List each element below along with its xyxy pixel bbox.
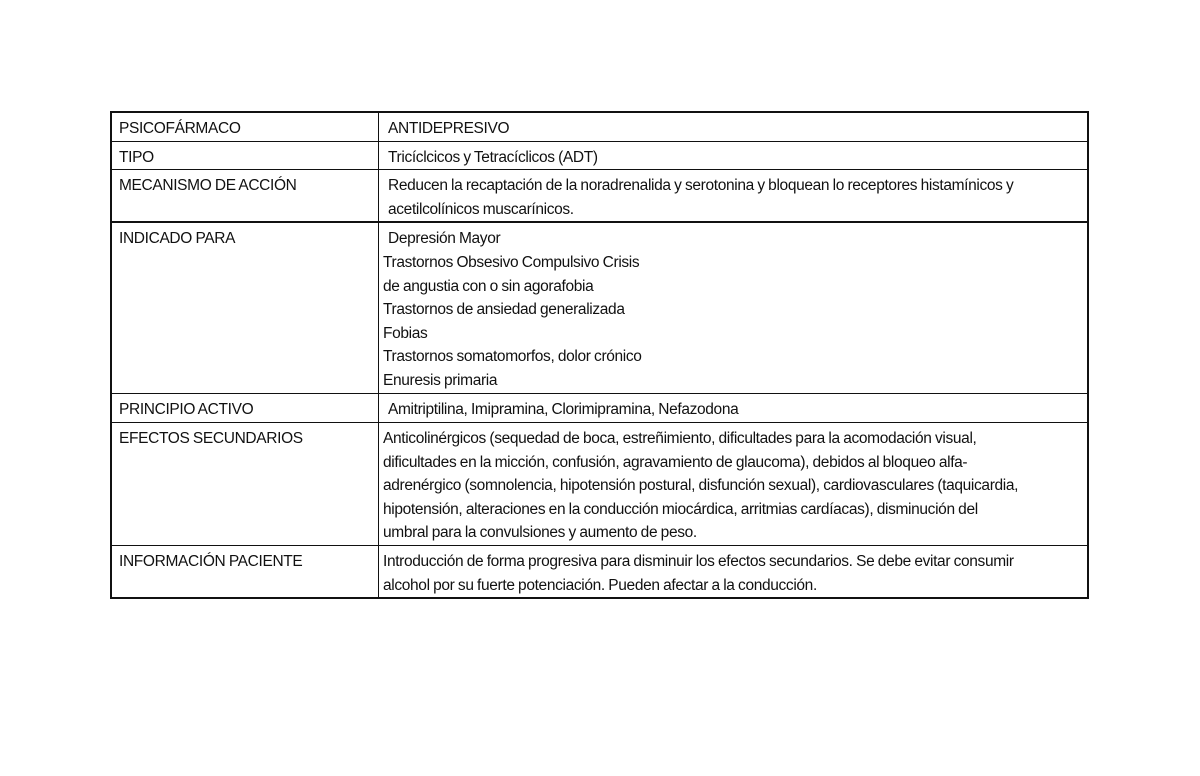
value-line: Tricíclcicos y Tetracíclicos (ADT) [388,148,598,166]
table-row-informacion [111,545,1088,598]
value-line: Depresión Mayor [388,230,501,248]
value-line: acetilcolínicos muscarínicos. [388,200,574,218]
table-row-efectos [111,422,1088,545]
value-line: Anticolinérgicos (sequedad de boca, estreñimiento, dificultades para la acomodación visual, [383,429,977,447]
value-line: Fobias [383,324,428,342]
table-body [111,112,1088,598]
row-label-efectos: EFECTOS SECUNDARIOS [111,422,379,545]
row-value-efectos [379,422,1089,545]
row-label-psicofarmaco: PSICOFÁRMACO [111,112,379,141]
row-value-informacion [379,545,1089,598]
table-row-tipo [111,141,1088,170]
value-line: dificultades en la micción, confusión, agravamiento de glaucoma), debidos al bloqueo alfa- [383,453,968,471]
row-value-indicado [379,222,1089,394]
row-label-indicado: INDICADO PARA [111,222,379,394]
row-label-principio: PRINCIPIO ACTIVO [111,394,379,423]
value-line: umbral para la convulsiones y aumento de peso. [383,524,697,542]
value-line: Enuresis primaria [383,371,498,389]
value-line: Reducen la recaptación de la noradrenalida y serotonina y bloquean lo receptores histamínicos y [388,177,1014,195]
psychopharmaceutical-table [110,111,1089,599]
row-value-psicofarmaco [379,112,1089,141]
row-value-principio [379,394,1089,423]
value-line: alcohol por su fuerte potenciación. Pueden afectar a la conducción. [383,576,817,594]
value-line: Amitriptilina, Imipramina, Clorimipramina, Nefazodona [388,401,739,419]
value-line: Introducción de forma progresiva para disminuir los efectos secundarios. Se debe evitar consumir [383,552,1014,570]
value-line: Trastornos de ansiedad generalizada [383,301,625,319]
table-row-principio [111,394,1088,423]
value-line: adrenérgico (somnolencia, hipotensión postural, disfunción sexual), cardiovasculares (taquicardia, [383,477,1019,495]
value-line: ANTIDEPRESIVO [388,120,510,137]
row-value-tipo [379,141,1089,170]
value-line: Trastornos somatomorfos, dolor crónico [383,348,642,366]
value-line: Trastornos Obsesivo Compulsivo Crisis [383,253,640,271]
row-label-tipo: TIPO [111,141,379,170]
row-label-mecanismo: MECANISMO DE ACCIÓN [111,170,379,223]
table-row-mecanismo [111,170,1088,223]
table-row-indicado [111,222,1088,394]
table-row-psicofarmaco [111,112,1088,141]
row-value-mecanismo [379,170,1089,223]
row-label-informacion: INFORMACIÓN PACIENTE [111,545,379,598]
value-line: de angustia con o sin agorafobia [383,277,594,295]
value-line: hipotensión, alteraciones en la conducción miocárdica, arritmias cardíacas), disminución del [383,500,978,518]
